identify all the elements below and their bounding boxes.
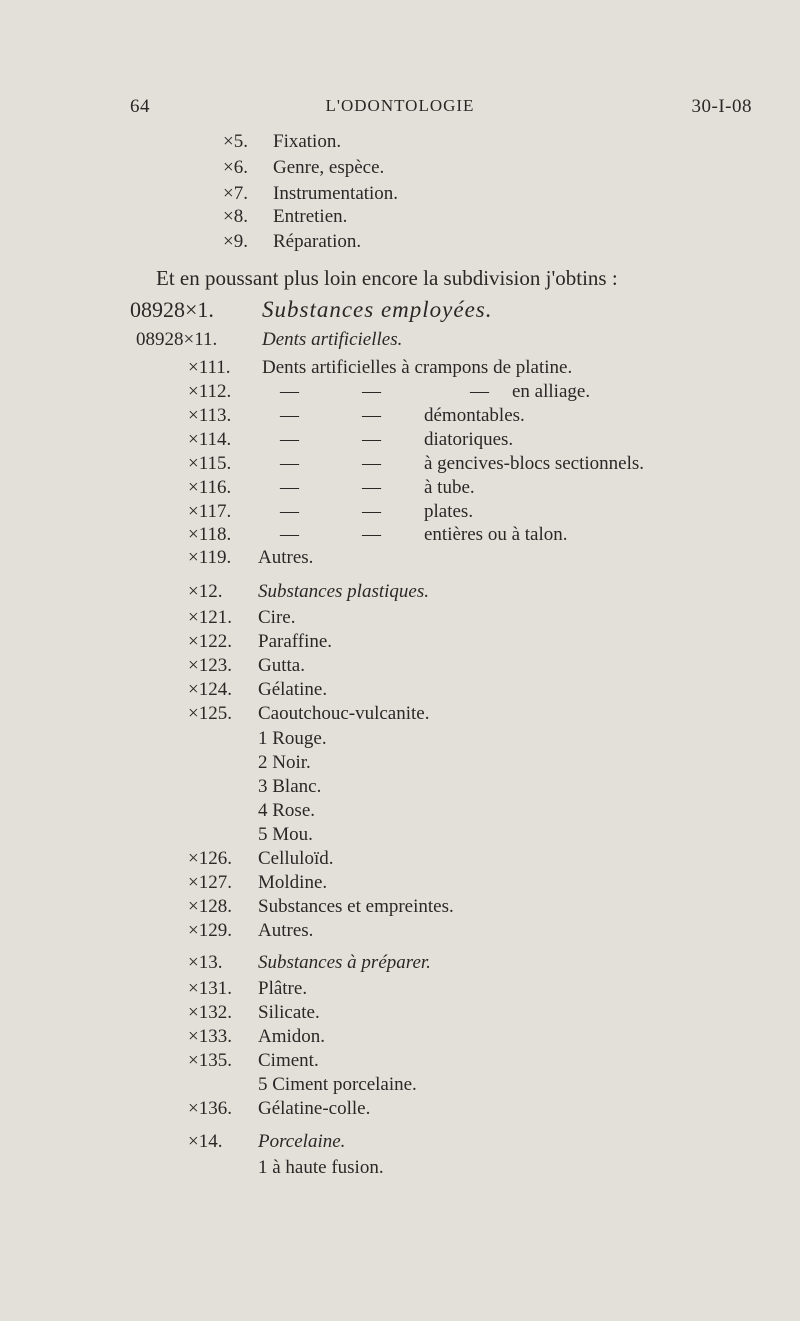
sub-item: 1 à haute fusion. bbox=[258, 1157, 384, 1178]
page-number: 64 bbox=[130, 96, 150, 117]
sub-item: 5 Mou. bbox=[258, 824, 313, 845]
issue-date: 30-I-08 bbox=[691, 96, 752, 117]
intro-sentence: Et en poussant plus loin encore la subdivision j'obtins : bbox=[156, 266, 618, 290]
sub-item: 2 Noir. bbox=[258, 752, 311, 773]
sub-item: 3 Blanc. bbox=[258, 776, 322, 797]
running-title: L'ODONTOLOGIE bbox=[325, 96, 475, 115]
sub-item: 4 Rose. bbox=[258, 800, 315, 821]
sub-item: 1 Rouge. bbox=[258, 728, 327, 749]
document-page: 64 L'ODONTOLOGIE 30-I-08 ×5. Fixation. ×6. Genre, espèce. ×7. Instrumentation. ×8. Entretien. ×9. Réparation. Et en poussant plus loin encore la subdivision j'obtins : 08928×1. Substances employées. 08928×11. Dents artificielles. ×111. Dents artificielles à crampons de platine. ×112. — — — en alliage. ×113. — — démontables. ×114. — — diatoriques. ×115. — — à gencives-blocs sectionnels. ×116. — — à tube. ×117. — — plates. ×118. — — entières ou à talon. ×119. Autres. ×12. Substances plastiques. ×121. Cire. ×122. Paraffine. ×123. Gutta. ×124. Gélatine. ×125. Caoutchouc-vulcanite. 1 Rouge. 2 Noir. 3 Blanc. 4 Rose. 5 Mou. ×126. Celluloïd. ×127. Moldine. ×128. Substances et empreintes. ×129. Autres. ×13. Substances à préparer. ×131. Plâtre. ×132. Silicate. ×133. Amidon. ×135. Ciment. 5 Ciment porcelaine. ×136. Gélatine-colle. ×14. Porcelaine. 1 à haute fusion. bbox=[0, 0, 800, 1321]
sub-item: 5 Ciment porcelaine. bbox=[258, 1074, 417, 1095]
